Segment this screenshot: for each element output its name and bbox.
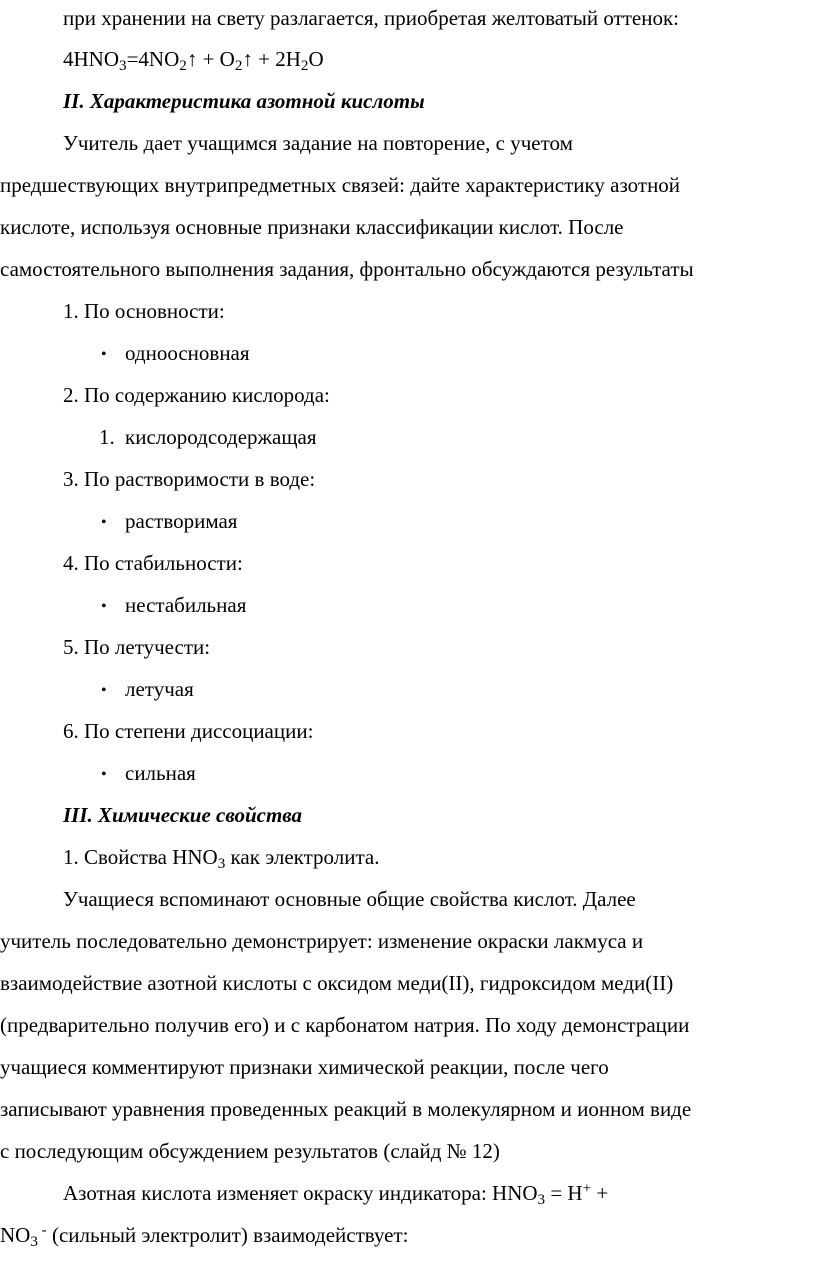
section3-paragraph-line: учащиеся комментируют признаки химической реакции, после чего xyxy=(0,1055,609,1079)
criterion-value: кислородсодержащая xyxy=(125,425,317,449)
section3-paragraph-line: учитель последовательно демонстрирует: изменение окраски лакмуса и xyxy=(0,929,644,953)
bullet-marker: • xyxy=(101,346,107,363)
bullet-marker: • xyxy=(101,514,107,531)
criterion-label: 5. По летучести: xyxy=(63,635,211,659)
criterion-label: 3. По растворимости в воде: xyxy=(63,467,316,491)
section2-paragraph-line: Учитель дает учащимся задание на повторение, с учетом xyxy=(63,131,573,155)
bullet-marker: • xyxy=(101,766,107,783)
bullet-marker: • xyxy=(101,682,107,699)
intro-line: при хранении на свету разлагается, приобретая желтоватый оттенок: xyxy=(63,6,679,30)
section2-heading: II. Характеристика азотной кислоты xyxy=(63,89,425,113)
section3-paragraph-line: с последующим обсуждением результатов (слайд № 12) xyxy=(0,1139,500,1163)
numbered-marker: 1. xyxy=(99,425,115,449)
section2-paragraph-line: самостоятельного выполнения задания, фронтально обсуждаются результаты xyxy=(0,257,694,281)
section2-paragraph-line: предшествующих внутрипредметных связей: дайте характеристику азотной xyxy=(0,173,681,197)
criterion-label: 6. По степени диссоциации: xyxy=(63,719,314,743)
criterion-value: одноосновная xyxy=(125,341,250,365)
indicator-line: Азотная кислота изменяет окраску индикатора: $HNO_3 = H^+$ + xyxy=(63,1180,609,1208)
section2-paragraph-line: кислоте, используя основные признаки классификации кислот. После xyxy=(0,215,624,239)
section3-subheading: 1. Свойства $HNO_3$ как электролита. xyxy=(63,845,380,872)
criterion-label: 1. По основности: xyxy=(63,299,225,323)
criterion-label: 4. По стабильности: xyxy=(63,551,243,575)
section3-paragraph-line: (предварительно получив его) и с карбонатом натрия. По ходу демонстрации xyxy=(0,1013,690,1037)
bullet-marker: • xyxy=(101,598,107,615)
section3-paragraph-line: Учащиеся вспоминают основные общие свойства кислот. Далее xyxy=(63,887,636,911)
criterion-value: нестабильная xyxy=(125,593,247,617)
electrolyte-line: $NO_3$ - (сильный электролит) взаимодействует: xyxy=(0,1222,409,1250)
criterion-value: сильная xyxy=(125,761,196,785)
section3-paragraph-line: записывают уравнения проведенных реакций в молекулярном и ионном виде xyxy=(0,1097,692,1121)
decomposition-equation: $4HNO_3=4NO_2↑$ + $O_2↑ + 2H_2O$ xyxy=(63,47,324,74)
criterion-value: летучая xyxy=(125,677,194,701)
criterion-value: растворимая xyxy=(125,509,238,533)
section3-heading: III. Химические свойства xyxy=(63,803,303,827)
criterion-label: 2. По содержанию кислорода: xyxy=(63,383,330,407)
section3-paragraph-line: взаимодействие азотной кислоты с оксидом меди(II), гидроксидом меди(II) xyxy=(0,971,674,995)
